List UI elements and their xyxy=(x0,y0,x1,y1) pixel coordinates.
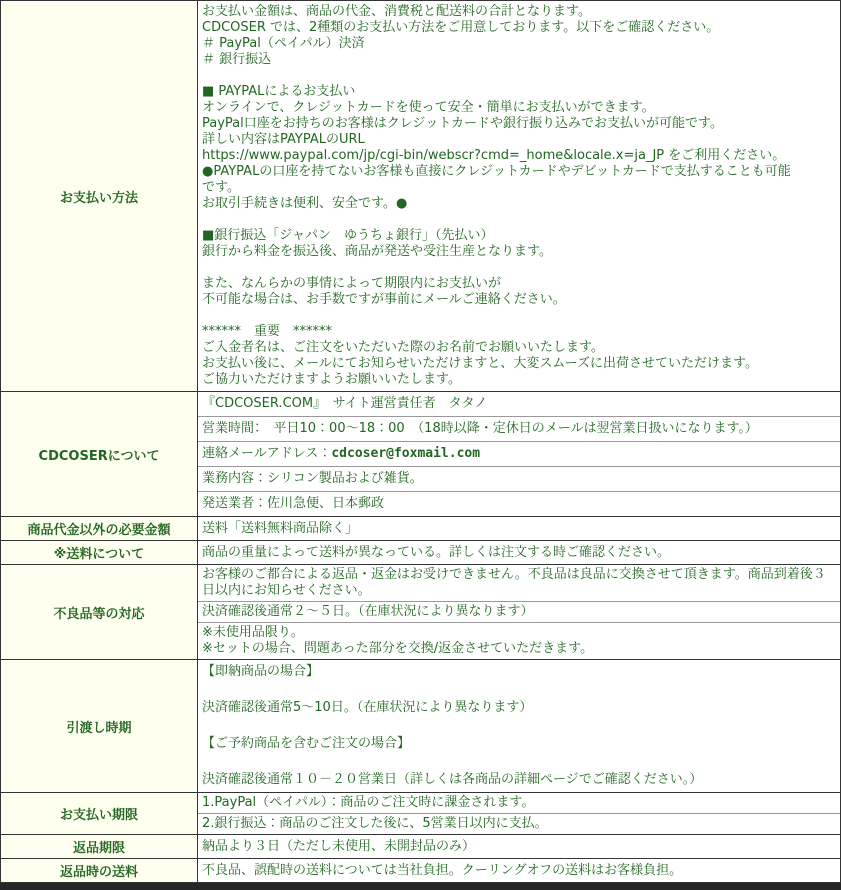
defective-policy-row: お客様のご都合による返品・返金はお受けできません。不良品は良品に交換させて頂きます。商品到着後３日以内にお知らせください。 xyxy=(202,567,826,598)
row-header-return-deadline: 返品期限 xyxy=(1,835,198,858)
return-shipping-content xyxy=(198,859,840,882)
about-shipping-row: 発送業者：佐川急便、日本郵政 xyxy=(198,491,840,516)
about-content xyxy=(198,392,840,516)
about-business-row: 業務内容：シリコン製品および雑貨。 xyxy=(198,466,840,491)
row-header-defective: 不良品等の対応 xyxy=(1,565,198,659)
contact-label: 連絡メールアドレス： xyxy=(202,446,332,461)
delivery-line-blank xyxy=(202,717,836,735)
payment-line: です。 xyxy=(202,180,240,195)
shipping-note-content xyxy=(198,541,840,564)
delivery-line: 決済確認後通常5～10日。（在庫状況により異なります） xyxy=(202,700,533,715)
deadline-paypal-row: 1.PayPal（ペイパル）：商品のご注文時に課金されます。 xyxy=(202,795,535,810)
about-hours-row: 営業時間： 平日10：00～18：00 （18時以降・定休日のメールは翌営業日扱いになります。） xyxy=(198,416,840,441)
delivery-line: 決済確認後通常１０－２０営業日（詳しくは各商品の詳細ページでご確認ください。） xyxy=(202,772,703,787)
delivery-line-blank xyxy=(202,681,836,699)
row-header-payment-method: お支払い方法 xyxy=(1,1,198,391)
payment-line: ご協力いただけますようお願いいたします。 xyxy=(202,372,461,387)
payment-line: 銀行から料金を振込後、商品が発送や受注生産となります。 xyxy=(202,244,552,259)
payment-line: 不可能な場合は、お手数ですが事前にメールご連絡ください。 xyxy=(202,292,566,307)
delivery-line-blank xyxy=(202,753,836,771)
extra-fees-text: 送料「送料無料商品除く」 xyxy=(202,520,359,536)
about-site-row: 『CDCOSER.COM』 サイト運営責任者 タタノ xyxy=(202,396,488,411)
contact-email: cdcoser@foxmail.com xyxy=(331,446,481,461)
payment-line: ●PAYPALの口座を持てないお客様も直接にクレジットカードやデビットカードで支払することも可能 xyxy=(202,164,791,179)
row-header-return-shipping: 返品時の送料 xyxy=(1,859,198,882)
row-shipping-note xyxy=(1,540,840,564)
payment-line: ＃ 銀行振込 xyxy=(202,52,272,67)
row-header-payment-deadline: お支払い期限 xyxy=(1,793,198,834)
defective-content xyxy=(198,565,840,659)
payment-line: お支払い後に、メールにてお知らせいただけますと、大変スムーズに出荷させていただけます。 xyxy=(202,356,759,371)
payment-line: また、なんらかの事情によって期限内にお支払いが xyxy=(202,276,502,291)
return-deadline-content xyxy=(198,835,840,858)
delivery-content xyxy=(198,660,840,792)
row-header-about: CDCOSERについて xyxy=(1,392,198,516)
payment-line: PayPal口座をお持ちのお客様はクレジットカードや銀行振り込みでお支払いが可能です。 xyxy=(202,116,723,131)
paypal-url-text: https://www.paypal.com/jp/cgi-bin/webscr?cmd=_home&locale.x=ja_JP をご利用ください。 xyxy=(202,148,786,163)
defective-note-set: ※セットの場合、問題あった部分を交換/返金させていただきます。 xyxy=(202,641,594,656)
row-delivery xyxy=(1,659,840,792)
extra-fees-content xyxy=(198,517,840,540)
paypal-section-title: ■ PAYPALによるお支払い xyxy=(202,84,356,99)
row-payment-deadline xyxy=(1,792,840,834)
payment-line-blank xyxy=(202,68,836,84)
defective-notes-row xyxy=(198,622,840,659)
return-deadline-text: 納品より３日（ただし未使用、未開封品のみ） xyxy=(202,838,476,854)
payment-line: お支払い金額は、商品の代金、消費税と配送料の合計となります。 xyxy=(202,4,591,19)
row-header-delivery: 引渡し時期 xyxy=(1,660,198,792)
delivery-line: 【ご予約商品を含むご注文の場合】 xyxy=(202,736,411,751)
about-contact-row xyxy=(198,441,840,466)
payment-line: CDCOSER では、2種類のお支払い方法をご用意しております。以下をご確認ください。 xyxy=(202,20,720,35)
defective-timing-row: 決済確認後通常２～５日。（在庫状況により異なります） xyxy=(198,601,840,622)
payment-method-content xyxy=(198,1,840,391)
row-payment-method xyxy=(1,1,840,391)
row-header-shipping-note: ※送料について xyxy=(1,541,198,564)
row-return-shipping xyxy=(1,858,840,882)
defective-note-unused: ※未使用品限り。 xyxy=(202,625,304,640)
shipping-note-text: 商品の重量によって送料が異なっている。詳しくは注文する時ご確認ください。 xyxy=(202,544,671,560)
important-heading: ****** 重要 ****** xyxy=(202,324,333,339)
payment-deadline-content xyxy=(198,793,840,834)
payment-line-blank xyxy=(202,260,836,276)
payment-line: お取引手続きは便利、安全です。● xyxy=(202,196,408,211)
delivery-line: 【即納商品の場合】 xyxy=(202,664,320,679)
row-return-deadline xyxy=(1,834,840,858)
payment-line: 詳しい内容はPAYPALのURL xyxy=(202,132,365,147)
return-shipping-text: 不良品、誤配時の送料については当社負担。クーリングオフの送料はお客様負担。 xyxy=(202,862,683,878)
payment-line-blank xyxy=(202,212,836,228)
payment-line: ご入金者名は、ご注文をいただいた際のお名前でお願いいたします。 xyxy=(202,340,604,355)
bottom-bar xyxy=(0,883,841,890)
row-about xyxy=(1,391,840,516)
row-extra-fees xyxy=(1,516,840,540)
bank-transfer-section-title: ■銀行振込「ジャパン ゆうちょ銀行」（先払い） xyxy=(202,228,494,243)
payment-line: ＃ PayPal（ペイパル）決済 xyxy=(202,36,365,51)
payment-line-blank xyxy=(202,308,836,324)
payment-line: オンラインで、クレジットカードを使って安全・簡単にお支払いができます。 xyxy=(202,100,655,115)
deadline-bank-row: 2.銀行振込：商品のご注文した後に、5営業日以内に支払。 xyxy=(198,813,840,834)
row-defective xyxy=(1,564,840,659)
row-header-extra-fees: 商品代金以外の必要金額 xyxy=(1,517,198,540)
